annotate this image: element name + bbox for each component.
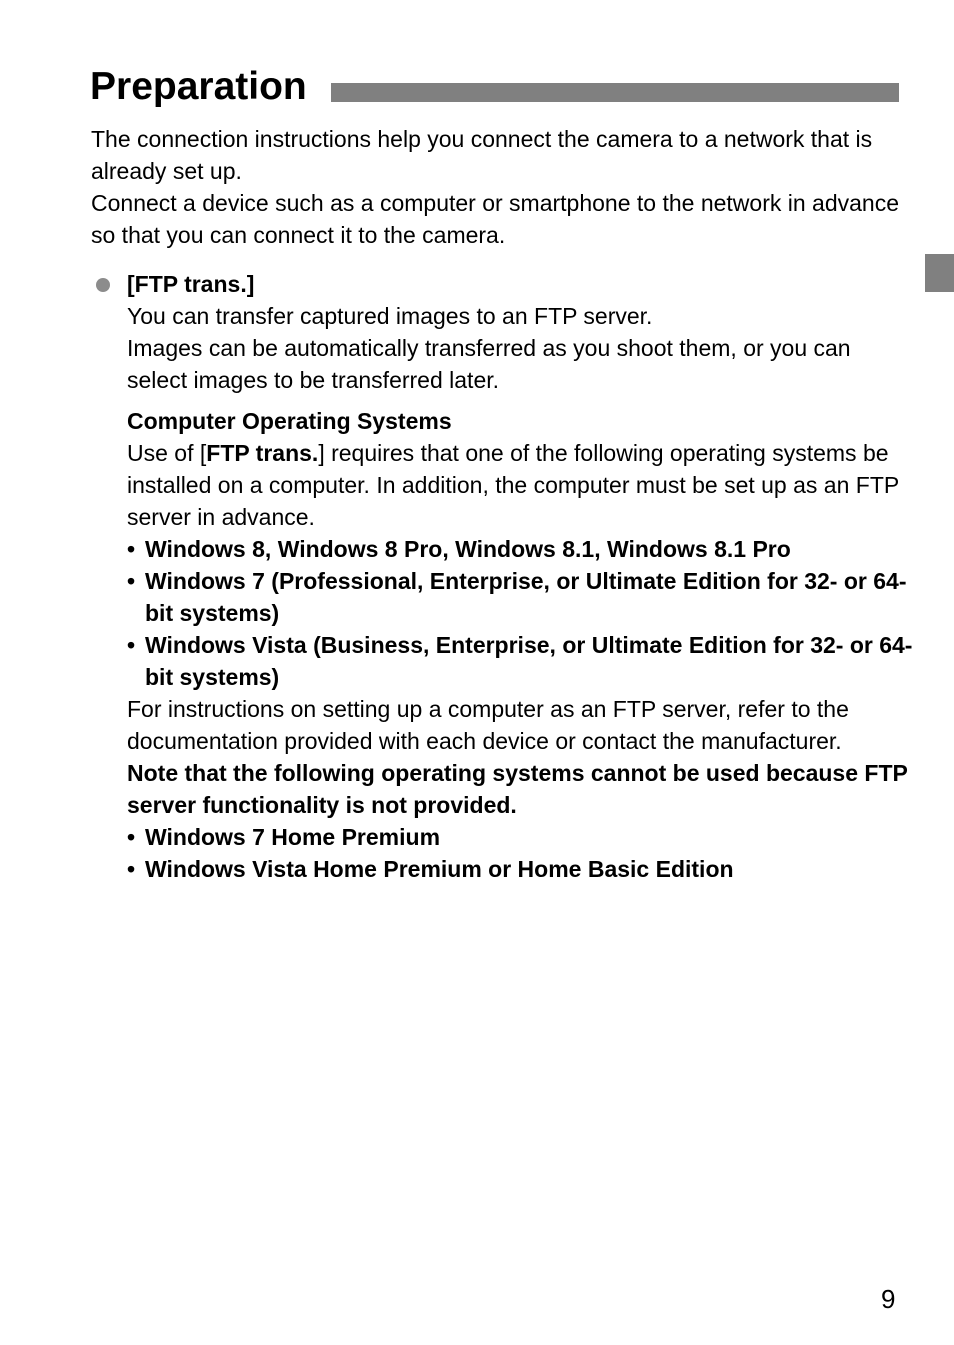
os-requirement-suffix: ] requires that one of the following operating systems be installed on a computer. In addition, the computer must be set up as an FTP server in advance.	[127, 440, 899, 530]
intro-section	[91, 123, 911, 251]
os-heading: Computer Operating Systems	[127, 408, 452, 434]
page-title: Preparation	[90, 65, 307, 108]
list-bullet: •	[127, 824, 136, 850]
bullet-circle-icon	[96, 278, 110, 292]
unsupported-os-item	[127, 821, 917, 853]
ftp-server-instructions: For instructions on setting up a computer as an FTP server, refer to the documentation provided with each device or contact the manufacturer.	[127, 696, 849, 754]
unsupported-os-label: Windows 7 Home Premium	[145, 824, 441, 850]
unsupported-os-item	[127, 853, 917, 885]
title-rule-bar	[331, 83, 899, 102]
ftp-description-2: Images can be automatically transferred as you shoot them, or you can select images to be transferred later.	[127, 335, 851, 393]
supported-os-label: Windows Vista (Business, Enterprise, or Ultimate Edition for 32- or 64-bit systems)	[145, 632, 913, 690]
os-requirement-bold: FTP trans.	[206, 440, 319, 466]
supported-os-item	[127, 533, 917, 565]
list-bullet: •	[127, 856, 136, 882]
intro-paragraph-2: Connect a device such as a computer or smartphone to the network in advance so that you can connect it to the camera.	[91, 190, 900, 248]
list-bullet: •	[127, 568, 136, 594]
supported-os-item	[127, 565, 917, 629]
list-bullet: •	[127, 632, 136, 658]
unsupported-note: Note that the following operating systems cannot be used because FTP server functionality is not provided.	[127, 760, 908, 818]
supported-os-label: Windows 8, Windows 8 Pro, Windows 8.1, Windows 8.1 Pro	[145, 536, 791, 562]
intro-paragraph-1: The connection instructions help you connect the camera to a network that is already set up.	[91, 126, 873, 184]
chapter-tab-marker	[925, 254, 954, 292]
unsupported-os-label: Windows Vista Home Premium or Home Basic Edition	[145, 856, 734, 882]
supported-os-label: Windows 7 (Professional, Enterprise, or Ultimate Edition for 32- or 64-bit systems)	[145, 568, 907, 626]
title-row	[90, 62, 900, 112]
list-bullet: •	[127, 536, 136, 562]
os-requirement-prefix: Use of [	[127, 440, 207, 466]
supported-os-item	[127, 629, 917, 693]
ftp-section	[127, 268, 917, 885]
page-number: 9	[881, 1284, 896, 1314]
ftp-description-1: You can transfer captured images to an FTP server.	[127, 303, 653, 329]
ftp-heading: [FTP trans.]	[127, 271, 255, 297]
os-requirement-text	[127, 437, 917, 533]
